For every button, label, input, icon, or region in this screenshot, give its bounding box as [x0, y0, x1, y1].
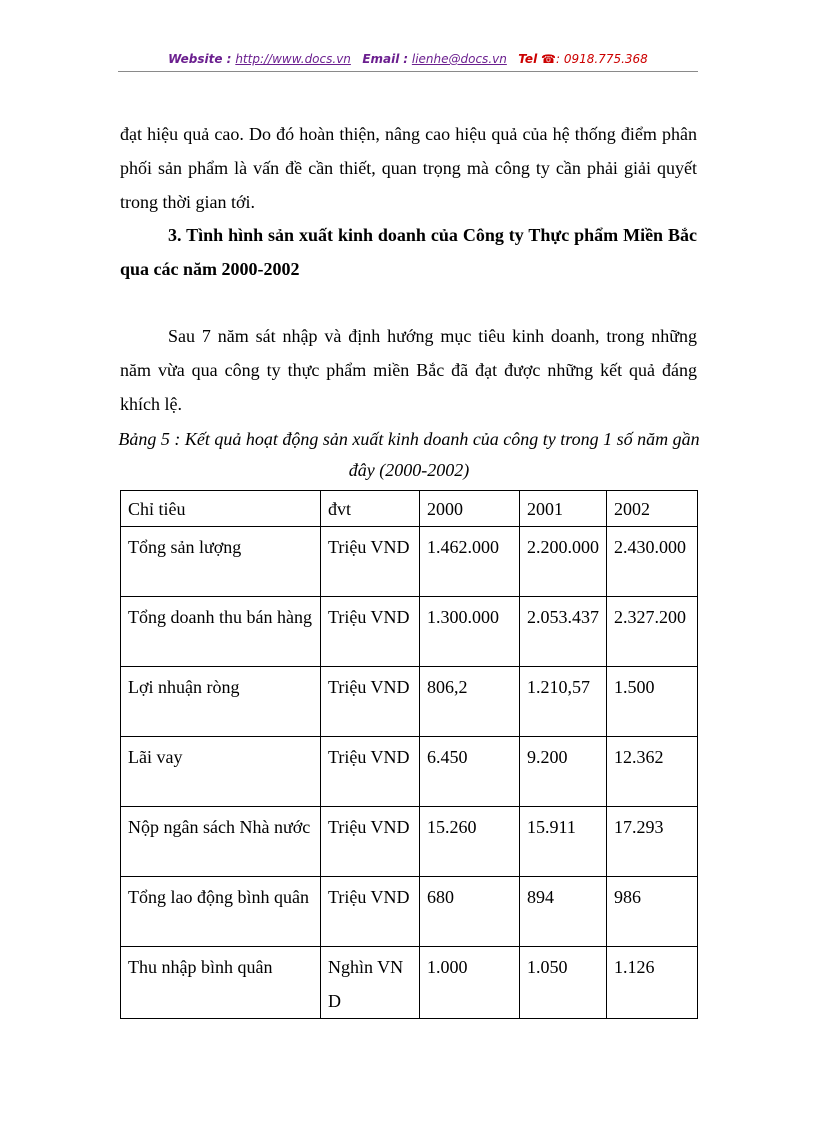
value-cell-2000: 1.300.000 [420, 597, 520, 667]
indicator-cell: Tổng doanh thu bán hàng [121, 597, 321, 667]
value-cell-2001: 15.911 [520, 807, 607, 877]
tel-label: Tel [518, 52, 538, 66]
indicator-cell: Thu nhập bình quân [121, 947, 321, 1019]
header-cell-indicator: Chỉ tiêu [121, 491, 321, 527]
value-cell-2000: 15.260 [420, 807, 520, 877]
table-row [121, 877, 698, 947]
header-cell-2002: 2002 [607, 491, 698, 527]
table-row [121, 947, 698, 1019]
value-cell-2001: 2.053.437 [520, 597, 607, 667]
section-heading: 3. Tình hình sản xuất kinh doanh của Công ty Thực phẩm Miền Bắc qua các năm 2000-2002 [120, 225, 697, 279]
header-cell-2000: 2000 [420, 491, 520, 527]
value-cell-2000: 1.000 [420, 947, 520, 1019]
email-link[interactable]: lienhe@docs.vn [411, 52, 507, 66]
unit-cell: Triệu VND [321, 527, 420, 597]
phone-icon: ☎ [541, 52, 556, 66]
header-cell-unit: đvt [321, 491, 420, 527]
tel-number: : 0918.775.368 [555, 52, 648, 66]
email-label: Email [362, 52, 400, 66]
website-link[interactable]: http://www.docs.vn [235, 52, 351, 66]
value-cell-2001: 894 [520, 877, 607, 947]
email-separator: : [403, 52, 409, 66]
value-cell-2002: 12.362 [607, 737, 698, 807]
value-cell-2002: 1.500 [607, 667, 698, 737]
value-cell-2001: 9.200 [520, 737, 607, 807]
value-cell-2001: 2.200.000 [520, 527, 607, 597]
header-divider [118, 71, 698, 72]
table-row [121, 527, 698, 597]
unit-cell: Triệu VND [321, 807, 420, 877]
value-cell-2002: 1.126 [607, 947, 698, 1019]
unit-cell: Triệu VND [321, 597, 420, 667]
indicator-cell: Lãi vay [121, 737, 321, 807]
paragraph-results: Sau 7 năm sát nhập và định hướng mục tiêu kinh doanh, trong những năm vừa qua công ty thực phẩm miền Bắc đã đạt được những kết quả đáng khích lệ. [120, 326, 697, 414]
unit-cell: Triệu VND [321, 877, 420, 947]
value-cell-2002: 2.430.000 [607, 527, 698, 597]
indicator-cell: Nộp ngân sách Nhà nước [121, 807, 321, 877]
table-header-row [121, 491, 698, 527]
value-cell-2000: 6.450 [420, 737, 520, 807]
table-row [121, 667, 698, 737]
value-cell-2000: 806,2 [420, 667, 520, 737]
indicator-cell: Tổng lao động bình quân [121, 877, 321, 947]
indicator-cell: Lợi nhuận ròng [121, 667, 321, 737]
table-row [121, 737, 698, 807]
table-row [121, 597, 698, 667]
value-cell-2002: 2.327.200 [607, 597, 698, 667]
value-cell-2001: 1.210,57 [520, 667, 607, 737]
table-caption: Bảng 5 : Kết quả hoạt động sản xuất kinh doanh của công ty trong 1 số năm gần đây (2000-2002) [118, 429, 700, 480]
value-cell-2000: 680 [420, 877, 520, 947]
value-cell-2002: 986 [607, 877, 698, 947]
paragraph-intro: đạt hiệu quả cao. Do đó hoàn thiện, nâng cao hiệu quả của hệ thống điểm phân phối sản phẩm là vấn đề cần thiết, quan trọng mà công ty cần phải giải quyết trong thời gian tới. [120, 124, 697, 212]
page-header [118, 50, 698, 68]
header-cell-2001: 2001 [520, 491, 607, 527]
table-row [121, 807, 698, 877]
unit-cell: Nghìn VND [321, 947, 420, 1019]
indicator-cell: Tổng sản lượng [121, 527, 321, 597]
unit-cell: Triệu VND [321, 737, 420, 807]
unit-cell: Triệu VND [321, 667, 420, 737]
value-cell-2000: 1.462.000 [420, 527, 520, 597]
website-label: Website : [168, 52, 232, 66]
value-cell-2001: 1.050 [520, 947, 607, 1019]
results-table [120, 490, 698, 1019]
value-cell-2002: 17.293 [607, 807, 698, 877]
